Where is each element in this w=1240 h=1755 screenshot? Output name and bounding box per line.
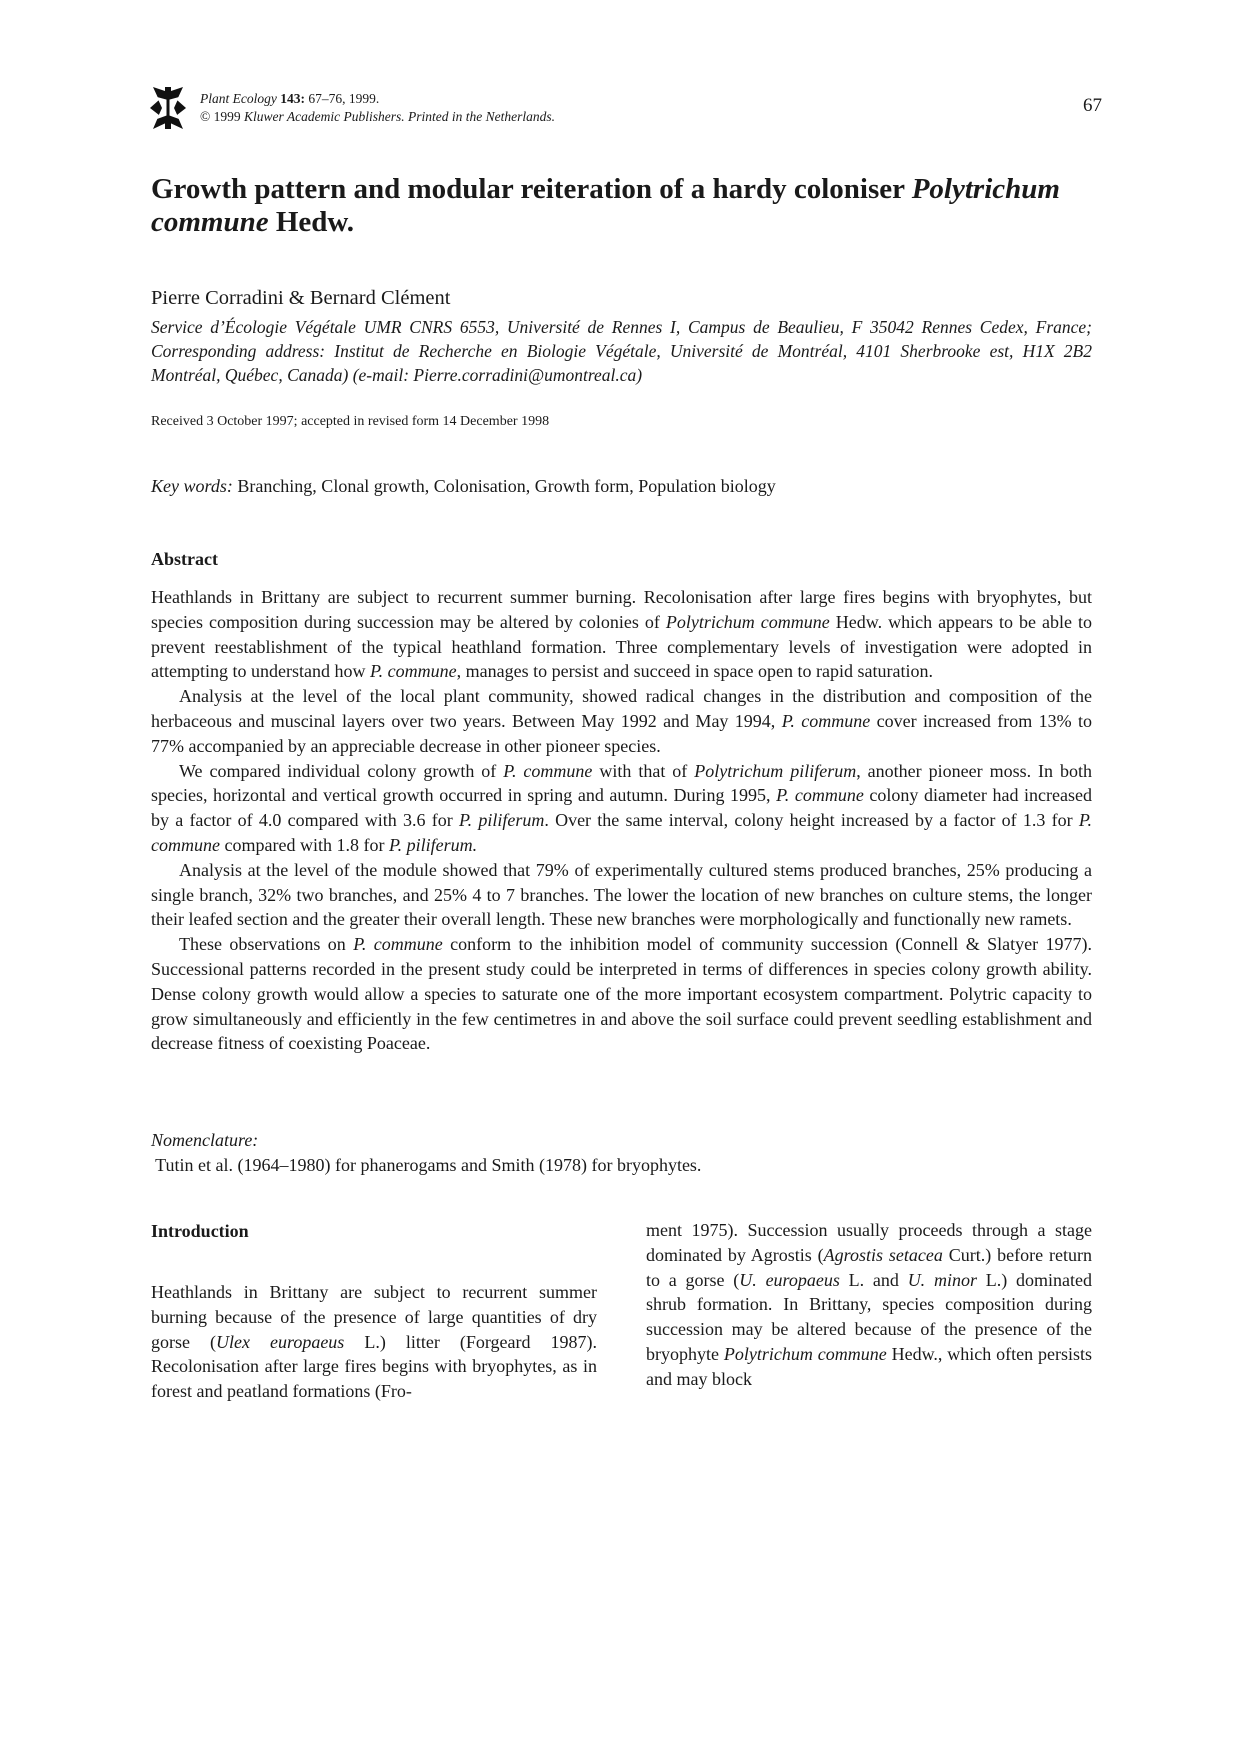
printed-location: Printed in the Netherlands. [408,109,555,124]
abstract-paragraph: These observations on P. commune conform to the inhibition model of community succession (Connell & Slatyer 1977). Successional patterns recorded in the present study could be interpreted in terms of differences in species colony growth ability. Dense colony growth would allow a species to saturate one of the more important ecosystem compartment. Polytric capacity to grow simultaneously and efficiently in the few centimetres in and above the soil surface could prevent seedling establishment and decrease fitness of coexisting Poaceae. [151,934,1092,1054]
journal-citation [200,90,555,126]
authors: Pierre Corradini & Bernard Clément [151,287,451,309]
abstract-paragraph: Heathlands in Brittany are subject to recurrent summer burning. Recolonisation after large fires begins with bryophytes, but species composition during succession may be altered by colonies of Polytrichum commune Hedw. which appears to be able to prevent reestablishment of the typical heathland formation. Three complementary levels of investigation were adopted in attempting to understand how P. commune, manages to persist and succeed in space open to rapid saturation. [151,587,1092,682]
publisher-name: Kluwer Academic Publishers. [244,109,405,124]
introduction-right-column [646,1218,1092,1392]
paper-title: Growth pattern and modular reiteration of a hardy coloniser Polytrichum commune Hedw. [151,173,1060,238]
affiliation: Service d’Écologie Végétale UMR CNRS 6553, Université de Rennes I, Campus de Beaulieu, F 35042 Rennes Cedex, France; Corresponding address: Institut de Recherche en Biologie Végétale, Université de Montréal, 4101 Sherbrooke est, H1X 2B2 Montréal, Québec, Canada) (e-mail: Pierre.corradini@umontreal.ca) [151,317,1092,385]
introduction-paragraph: Heathlands in Brittany are subject to recurrent summer burning because of the presence of large quantities of dry gorse (Ulex europaeus L.) litter (Forgeard 1987). Recolonisation after large fires begins with bryophytes, as in forest and peatland formations (Fro- [151,1282,597,1402]
nomenclature-label: Nomenclature: [151,1130,259,1150]
journal-name: Plant Ecology [200,91,277,106]
keywords [151,476,776,497]
received-dates: Received 3 October 1997; accepted in revised form 14 December 1998 [151,414,550,429]
copyright-year: © 1999 [200,109,241,124]
journal-volume: 143: [280,91,305,106]
nomenclature-text: Tutin et al. (1964–1980) for phanerogams and Smith (1978) for bryophytes. [151,1155,702,1175]
keywords-label: Key words: [151,476,233,496]
abstract-paragraph: We compared individual colony growth of P. commune with that of Polytrichum piliferum, another pioneer moss. In both species, horizontal and vertical growth occurred in spring and autumn. During 1995, P. commune colony diameter had increased by a factor of 4.0 compared with 3.6 for P. piliferum. Over the same interval, colony height increased by a factor of 1.3 for P. commune compared with 1.8 for P. piliferum. [151,760,1093,855]
abstract-paragraph: Analysis at the level of the module showed that 79% of experimentally cultured stems produced branches, 25% producing a single branch, 32% two branches, and 25% 4 to 7 branches. The lower the location of new branches on culture stems, the longer their leafed section and the greater their overall length. These new branches were morphologically and functionally new ramets. [151,859,1092,930]
journal-pages: 67–76, 1999. [308,91,380,106]
keywords-text: Branching, Clonal growth, Colonisation, Growth form, Population biology [237,476,776,496]
publisher-logo-icon [150,86,186,130]
abstract-paragraph: Analysis at the level of the local plant community, showed radical changes in the distribution and composition of the herbaceous and muscinal layers over two years. Between May 1992 and May 1994, P. commune cover increased from 13% to 77% accompanied by an appreciable decrease in other pioneer species. [151,686,1092,756]
abstract-body [151,585,1092,1056]
page-number: 67 [1083,95,1102,116]
introduction-heading: Introduction [151,1221,249,1241]
introduction-left-column [151,1280,597,1404]
abstract-heading: Abstract [151,549,218,569]
introduction-paragraph: ment 1975). Succession usually proceeds through a stage dominated by Agrostis (Agrostis setacea Curt.) before return to a gorse (U. europaeus L. and U. minor L.) dominated shrub formation. In Brittany, species composition during succession may be altered because of the presence of the bryophyte Polytrichum commune Hedw., which often persists and may block [646,1220,1092,1389]
